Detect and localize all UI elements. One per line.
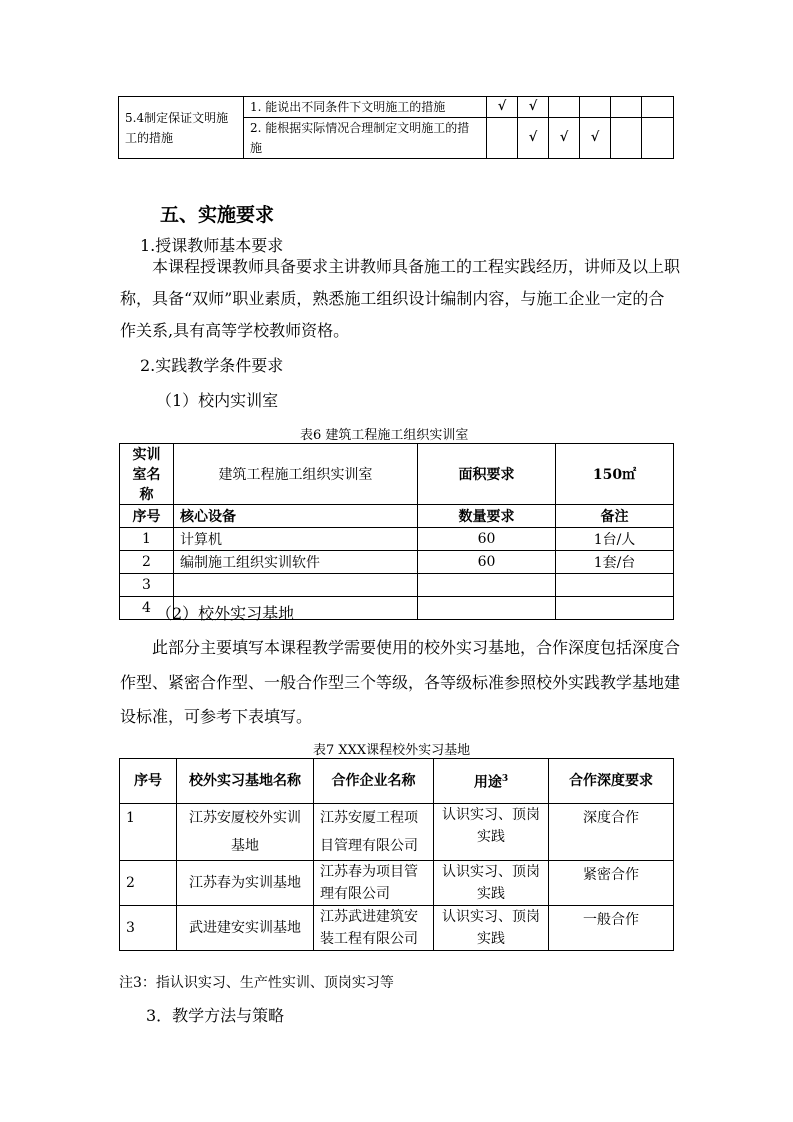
usage-header-text: 用途 [473,774,502,791]
cell-line: 认识实习、顶岗 [442,807,540,823]
row-group-label [119,97,244,159]
table-row [120,804,674,861]
row-group-text: 5.4制定保证文明施工的措施 [125,110,229,145]
cell-line: 江苏安厦校外实训 [189,810,301,826]
check-cell [642,118,674,159]
table-row [120,528,674,551]
cell: 60 [418,528,556,551]
section-title: 五、实施要求 [160,204,275,226]
cell [177,804,314,861]
cell [434,804,549,861]
cell: 3 [120,574,174,597]
col-header: 合作企业名称 [314,759,434,804]
table-row [120,861,674,906]
table-row [120,906,674,951]
footnote: 注3：指认识实习、生产性实训、顶岗实习等 [119,975,394,991]
check-cell: √ [549,118,580,159]
col-header [434,759,549,804]
table6-caption: 表6 建筑工程施工组织实训室 [300,428,469,443]
item-cell: 2. 能根据实际情况合理制定文明施工的措施 [244,118,487,159]
cell: 计算机 [174,528,418,551]
subsection-3: 3．教学方法与策略 [146,1006,285,1025]
check-cell [580,97,611,118]
cell [314,906,434,951]
col-header: 数量要求 [418,505,556,528]
cell [314,861,434,906]
paragraph-line: 此部分主要填写本课程教学需要使用的校外实习基地，合作深度包括深度合 [152,638,681,657]
col-header: 序号 [120,505,174,528]
cell-line: 实践 [477,886,505,902]
paragraph-line: 作型、紧密合作型、一般合作型三个等级，各等级标准参照校外实践教学基地建 [120,673,681,692]
area-value: 150㎡ [556,444,674,505]
cell: 2 [120,861,177,906]
subsection-2: 2.实践教学条件要求 [140,356,284,375]
col-header: 序号 [120,759,177,804]
table-header-row [120,759,674,804]
cell-line: 基地 [231,838,259,854]
cell: 一般合作 [549,906,674,951]
cell: 1 [120,528,174,551]
cell: 4 [120,597,174,620]
cell: 1套/台 [556,551,674,574]
cell [418,597,556,620]
cell [434,861,549,906]
cell-line: 目管理有限公司 [320,838,418,854]
cell-line: 认识实习、顶岗 [442,864,540,880]
cell-line: 装工程有限公司 [320,931,418,947]
footnote-mark: 3 [501,774,509,785]
check-cell [611,97,642,118]
table7-caption: 表7 XXX课程校外实习基地 [313,743,471,758]
table-header-row [120,505,674,528]
cell [434,906,549,951]
cell: 1 [120,804,177,861]
cell [174,574,418,597]
cell-line: 认识实习、顶岗 [442,909,540,925]
paragraph-line: 作关系,具有高等学校教师资格。 [120,321,350,340]
cell: 2 [120,551,174,574]
competency-table [118,96,674,159]
col-header: 合作深度要求 [549,759,674,804]
check-cell [487,118,518,159]
table-row [119,97,674,118]
check-cell [611,118,642,159]
table-row [120,551,674,574]
area-label: 面积要求 [418,444,556,505]
check-cell: √ [518,118,549,159]
cell: 60 [418,551,556,574]
room-label: 实训室名称 [120,444,174,505]
cell: 江苏春为实训基地 [177,861,314,906]
cell-line: 江苏武进建筑安 [320,909,418,925]
cell [418,574,556,597]
external-base-table [119,758,674,951]
check-cell: √ [518,97,549,118]
col-header: 核心设备 [174,505,418,528]
cell: 武进建安实训基地 [177,906,314,951]
cell-line: 实践 [477,931,505,947]
cell-line: 江苏安厦工程项 [320,810,418,826]
check-cell: √ [487,97,518,118]
cell: 编制施工组织实训软件 [174,551,418,574]
cell: 紧密合作 [549,861,674,906]
paragraph-line: 称，具备“双师”职业素质，熟悉施工组织设计编制内容，与施工企业一定的合 [120,289,665,308]
cell [556,574,674,597]
col-header: 备注 [556,505,674,528]
cell: 1台/人 [556,528,674,551]
cell-line: 江苏春为项目管 [320,864,418,880]
cell [556,597,674,620]
subsection-2b: （2）校外实习基地 [156,604,295,623]
cell: 3 [120,906,177,951]
check-cell: √ [580,118,611,159]
check-cell [642,97,674,118]
check-cell [549,97,580,118]
paragraph-line: 本课程授课教师具备要求主讲教师具备施工的工程实践经历，讲师及以上职 [152,257,681,276]
paragraph-line: 设标准，可参考下表填写。 [120,707,313,726]
cell-line: 理有限公司 [320,886,390,902]
item-cell: 1. 能说出不同条件下文明施工的措施 [244,97,487,118]
col-header: 校外实习基地名称 [177,759,314,804]
subsection-1: 1.授课教师基本要求 [140,236,284,255]
cell [314,804,434,861]
table-row [120,444,674,505]
subsection-2a: （1）校内实训室 [156,391,279,410]
room-name: 建筑工程施工组织实训室 [174,444,418,505]
lab-table [119,443,674,620]
table-row [120,574,674,597]
cell: 深度合作 [549,804,674,861]
cell-line: 实践 [477,829,505,845]
